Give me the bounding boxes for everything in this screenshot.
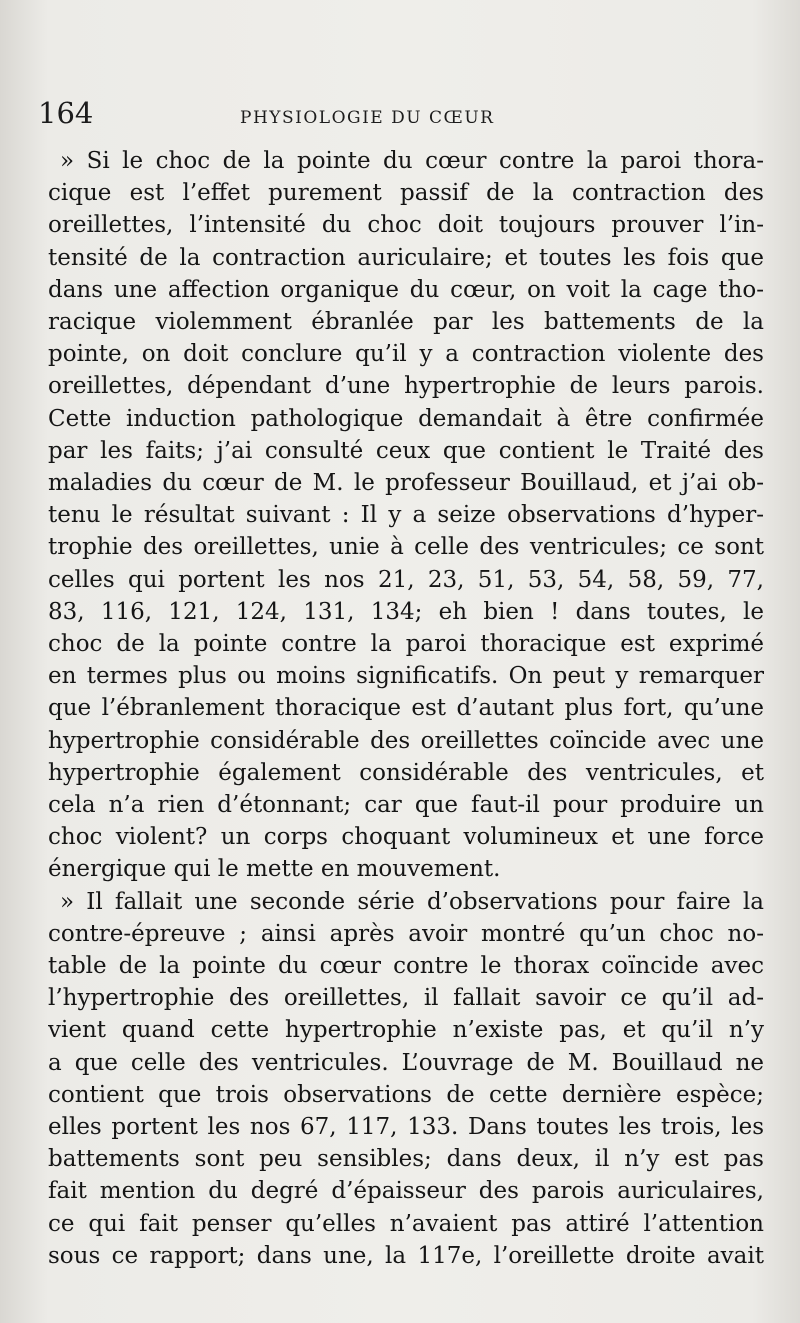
running-head: PHYSIOLOGIE DU CŒUR xyxy=(240,108,495,128)
text-line: ce qui fait penser qu’elles n’avaient pas attiré l’attention xyxy=(48,1210,764,1237)
text-line: l’hypertrophie des oreillettes, il fallait savoir ce qu’il ad- xyxy=(48,985,764,1012)
text-line: choc violent? un corps choquant volumineux et une force xyxy=(48,824,764,851)
page-number: 164 xyxy=(38,96,94,130)
text-line: dans une affection organique du cœur, on voit la cage tho- xyxy=(48,276,764,303)
text-line: » Il fallait une seconde série d’observations pour faire la xyxy=(60,888,764,915)
text-line: oreillettes, dépendant d’une hypertrophie de leurs parois. xyxy=(48,373,764,400)
text-line: a que celle des ventricules. L’ouvrage de M. Bouillaud ne xyxy=(48,1049,764,1076)
text-line: trophie des oreillettes, unie à celle des ventricules; ce sont xyxy=(48,534,764,561)
text-line: contient que trois observations de cette dernière espèce; xyxy=(48,1081,764,1108)
text-line: tensité de la contraction auriculaire; et toutes les fois que xyxy=(48,244,764,271)
text-line: fait mention du degré d’épaisseur des parois auriculaires, xyxy=(48,1178,764,1205)
text-line: racique violemment ébranlée par les battements de la xyxy=(48,309,764,335)
text-line: cela n’a rien d’étonnant; car que faut-il pour produire un xyxy=(48,792,764,818)
text-line: table de la pointe du cœur contre le thorax coïncide avec xyxy=(48,953,764,979)
text-line: hypertrophie également considérable des ventricules, et xyxy=(48,759,764,786)
text-line: » Si le choc de la pointe du cœur contre la paroi thora- xyxy=(60,148,764,174)
text-line: vient quand cette hypertrophie n’existe pas, et qu’il n’y xyxy=(48,1017,764,1044)
text-line: elles portent les nos 67, 117, 133. Dans toutes les trois, les xyxy=(48,1114,764,1140)
text-line: battements sont peu sensibles; dans deux, il n’y est pas xyxy=(48,1146,764,1173)
text-line: 83, 116, 121, 124, 131, 134; eh bien ! dans toutes, le xyxy=(48,598,764,625)
text-line: que l’ébranlement thoracique est d’autant plus fort, qu’une xyxy=(48,695,764,722)
text-line: sous ce rapport; dans une, la 117e, l’oreillette droite avait xyxy=(48,1242,764,1269)
text-line: celles qui portent les nos 21, 23, 51, 53, 54, 58, 59, 77, xyxy=(48,566,764,593)
text-line: tenu le résultat suivant : Il y a seize observations d’hyper- xyxy=(48,502,764,529)
text-line: choc de la pointe contre la paroi thoracique est exprimé xyxy=(48,631,764,657)
text-line: hypertrophie considérable des oreillettes coïncide avec une xyxy=(48,727,764,754)
text-line: maladies du cœur de M. le professeur Bouillaud, et j’ai ob- xyxy=(48,470,764,496)
text-line: en termes plus ou moins significatifs. On peut y remarquer xyxy=(48,663,764,690)
text-line: oreillettes, l’intensité du choc doit toujours prouver l’in- xyxy=(48,212,764,239)
text-line: Cette induction pathologique demandait à être confirmée xyxy=(48,405,764,432)
text-line: contre-épreuve ; ainsi après avoir montré qu’un choc no- xyxy=(48,920,764,947)
text-line: par les faits; j’ai consulté ceux que contient le Traité des xyxy=(48,437,764,464)
text-line: énergique qui le mette en mouvement. xyxy=(48,856,501,883)
text-line: pointe, on doit conclure qu’il y a contraction violente des xyxy=(48,341,764,368)
text-line: cique est l’effet purement passif de la contraction des xyxy=(48,180,764,207)
